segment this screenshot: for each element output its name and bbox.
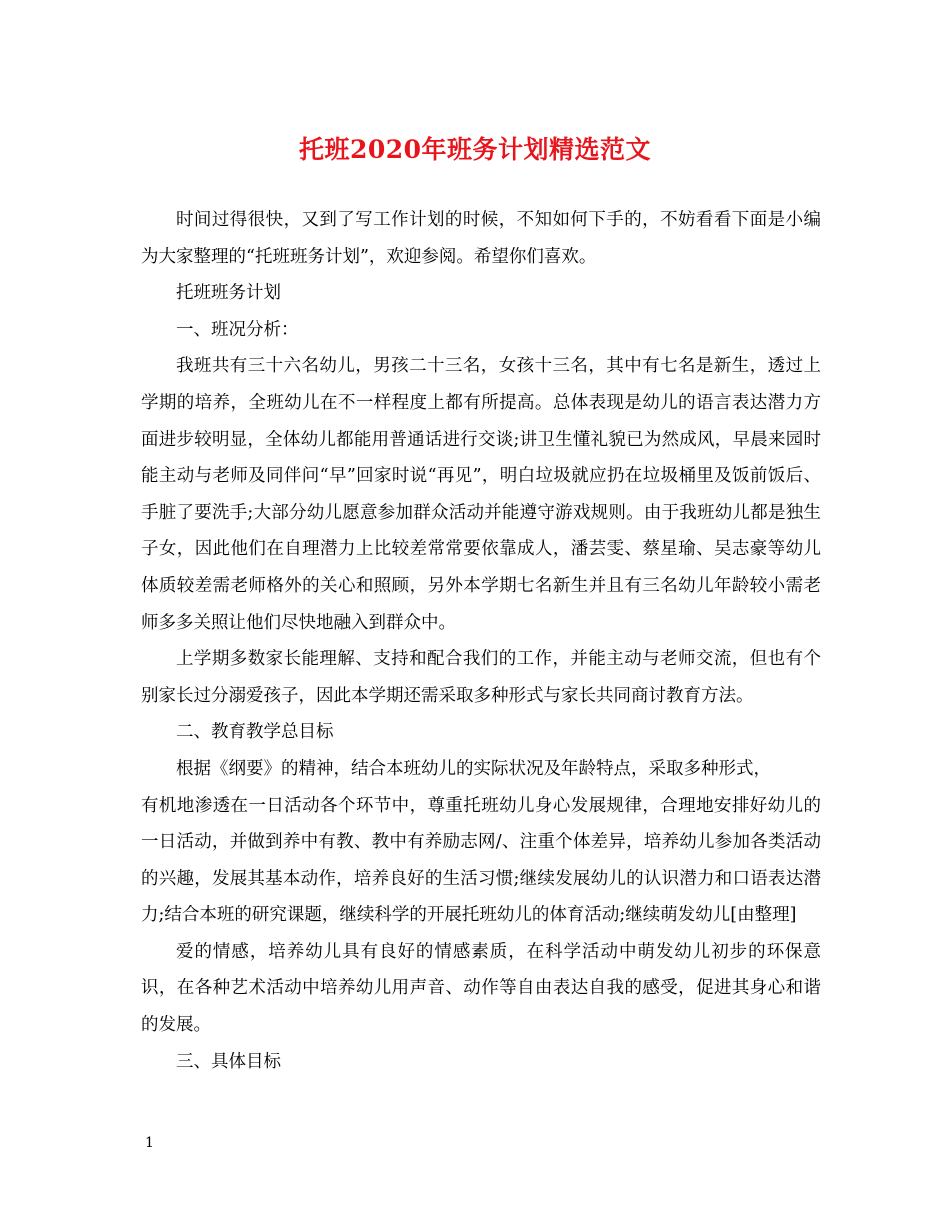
paragraph-teaching-goals-body: 有机地渗透在一日活动各个环节中，尊重托班幼儿身心发展规律，合理地安排好幼儿的一日活动，并做到养中有教、教中有养励志网/、注重个体差异，培养幼儿参加各类活动的兴趣，发展其基本动作，培养良好的生活习惯;继续发展幼儿的认识潜力和口语表达潜力;结合本班的研究课题，继续科学的开展托班幼儿的体育活动;继续萌发幼儿[由整理] xyxy=(141,795,821,926)
paragraph-teaching-goals-lead: 根据《纲要》的精神，结合本班幼儿的实际状况及年龄特点，采取多种形式， xyxy=(176,758,771,779)
paragraph-class-analysis: 我班共有三十六名幼儿，男孩二十三名，女孩十三名，其中有七名是新生，透过上学期的培养，全班幼儿在不一样程度上都有所提高。总体表现是幼儿的语言表达潜力方面进步较明显，全体幼儿都能用普通话进行交谈;讲卫生懂礼貌已为然成风，早晨来园时能主动与老师及同伴问“早”回家时说“再见”，明白垃圾就应扔在垃圾桶里及饭前饭后、手脏了要洗手;大部分幼儿愿意参加群众活动并能遵守游戏规则。由于我班幼儿都是独生子女，因此他们在自理潜力上比较差常常要依靠成人，潘芸雯、蔡星瑜、吴志豪等幼儿体质较差需老师格外的关心和照顾，另外本学期七名新生并且有三名幼儿年龄较小需老师多多关照让他们尽快地融入到群众中。 xyxy=(141,356,821,633)
paragraph-parents: 上学期多数家长能理解、支持和配合我们的工作，并能主动与老师交流，但也有个别家长过分溺爱孩子，因此本学期还需采取多种形式与家长共同商讨教育方法。 xyxy=(141,649,821,706)
section-heading-class-analysis: 一、班况分析： xyxy=(176,319,299,340)
paragraph-intro: 时间过得很快，又到了写工作计划的时候，不知如何下手的，不妨看看下面是小编为大家整理的“托班班务计划”，欢迎参阅。希望你们喜欢。 xyxy=(141,210,821,267)
paragraph-emotional-goals: 爱的情感，培养幼儿具有良好的情感素质，在科学活动中萌发幼儿初步的环保意识，在各种艺术活动中培养幼儿用声音、动作等自由表达自我的感受，促进其身心和谐的发展。 xyxy=(141,941,821,1036)
section-heading-teaching-goals: 二、教育教学总目标 xyxy=(176,722,334,743)
page-number: 1 xyxy=(145,1135,154,1151)
paragraph-plan-heading: 托班班务计划 xyxy=(176,283,281,304)
section-heading-specific-goals: 三、具体目标 xyxy=(176,1051,281,1072)
document-title: 托班2020年班务计划精选范文 xyxy=(298,135,652,164)
document-body xyxy=(141,202,821,1080)
